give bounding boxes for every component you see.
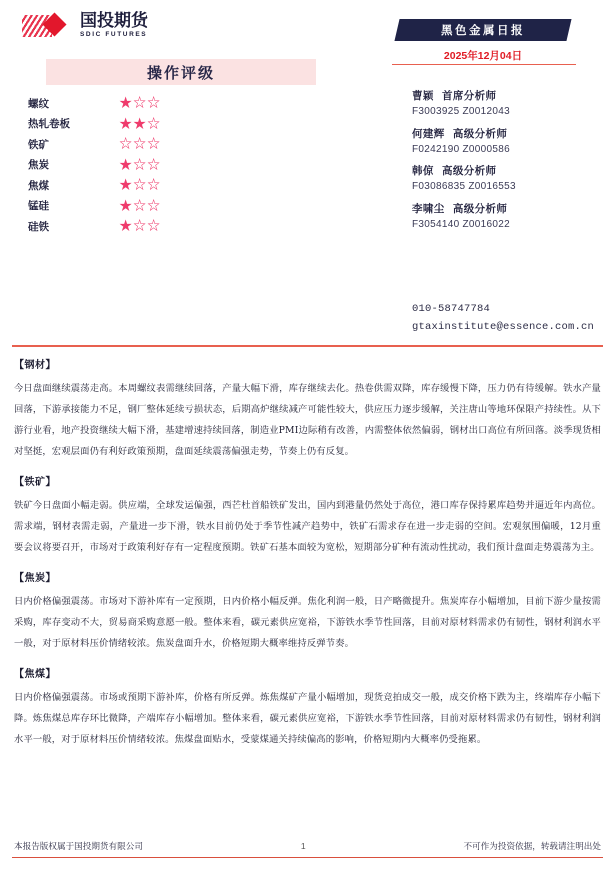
sdic-diamond-logo-icon [22, 14, 74, 38]
section-title: 【铁矿】 [14, 477, 56, 488]
analyst-title: 高级分析师 [441, 165, 497, 177]
analyst-license-codes: F3003925 Z0012043 [412, 106, 510, 117]
list-item [412, 201, 612, 230]
table-row [22, 175, 202, 196]
star-rating-glyphs: ☆☆☆ [119, 136, 162, 152]
section-title: 【焦煤】 [14, 669, 56, 680]
report-date: 2025年12月04日 [443, 50, 523, 62]
analyst-title: 高级分析师 [452, 127, 508, 140]
analyst-list [412, 88, 612, 238]
report-title-banner [394, 19, 571, 41]
list-item [412, 163, 612, 192]
star-rating-glyphs: ★☆☆ [119, 95, 162, 111]
table-row [22, 134, 202, 155]
list-item [412, 126, 612, 155]
rating-stars [105, 114, 202, 135]
section-iron-ore [14, 473, 601, 558]
logo-chinese-name: 国投期货 [80, 11, 148, 31]
page-number: 1 [300, 841, 306, 851]
section-text: 铁矿今日盘面小幅走弱。供应端，全球发运偏强，西芒杜首船铁矿发出，国内到港量仍然处于高位，港口库存保持累库趋势并逼近年内高位。需求端，钢材表需走弱，产量进一步下滑，铁水目前仍处于季节性减产趋势中，铁矿石需求存在进一步走弱的空间。宏观氛围偏暖，12月重要会议将要召开，市场对于政策利好存有一定程度预期。铁矿石基本面较为宽松，短期部分矿种有流动性扰动，我们预计盘面走势震荡为主。 [14, 500, 601, 553]
rating-product-name: 焦炭 [28, 159, 49, 172]
company-logo [22, 13, 148, 38]
date-divider [392, 64, 576, 65]
analyst-title: 高级分析师 [452, 202, 508, 215]
section-steel [14, 356, 601, 462]
rating-product-name: 硅铁 [28, 220, 49, 233]
section-coking-coal [14, 665, 601, 750]
rating-stars [105, 93, 202, 114]
analyst-license-codes: F0242190 Z0000586 [412, 143, 510, 155]
rating-table-body [22, 93, 202, 237]
rating-product-name: 锰硅 [28, 200, 49, 213]
analyst-name: 韩倞 [412, 165, 434, 177]
table-row [22, 216, 202, 237]
analyst-license-codes: F03086835 Z0016553 [412, 181, 516, 192]
rating-stars [105, 175, 202, 196]
analyst-name-title [412, 88, 612, 103]
analyst-name-title [412, 163, 612, 178]
footer-copyright: 本报告版权属于国投期货有限公司 [14, 842, 143, 852]
rating-stars [105, 216, 202, 237]
report-header [0, 0, 615, 348]
star-rating-glyphs: ★☆☆ [119, 177, 162, 193]
rating-stars [105, 155, 202, 176]
section-title: 【焦炭】 [14, 573, 56, 584]
rating-product-name: 螺纹 [28, 97, 49, 110]
contact-block [412, 303, 594, 339]
analyst-name: 曹颖 [412, 90, 434, 102]
star-rating-glyphs: ★☆☆ [119, 197, 162, 213]
section-text: 今日盘面继续震荡走高。本周螺纹表需继续回落，产量大幅下滑，库存继续去化。热卷供需双降，库存缓慢下降，压力仍有待缓解。铁水产量回落，下游承接能力不足，钢厂整体延续亏损状态，后期高炉继续减产可能性较大，供应压力逐步缓解，关注唐山等地环保限产持续性。从下游行业看，地产投资继续大幅下滑，基建增速持续回落，制造业PMI边际稍有改善，内需整体依然偏弱，钢材出口高位有所回落。淡季现货相对坚挺，宏观层面仍有利好政策预期，盘面延续震荡偏强走势，节奏上仍有反复。 [14, 383, 601, 457]
section-title: 【钢材】 [14, 360, 56, 371]
section-text: 日内价格偏强震荡。市场或预期下游补库，价格有所反弹。炼焦煤矿产量小幅增加，现货竞拍成交一般，成交价格下跌为主，终端库存小幅下降。炼焦煤总库存环比微降，产端库存小幅增加。整体来看，碳元素供应宽裕，下游铁水季节性回落，目前对原材料需求仍有韧性，钢材利润水平一般，对于原材料压价情绪较浓。焦煤盘面贴水，受蒙煤通关持续偏高的影响，价格短期内大概率仍受拖累。 [14, 692, 601, 745]
table-row [22, 93, 202, 114]
list-item [412, 88, 612, 117]
analyst-name-title [412, 126, 612, 141]
rating-product-name: 热轧卷板 [28, 118, 70, 131]
logo-wordmark [80, 13, 148, 38]
analyst-name: 李啸尘 [412, 202, 445, 215]
table-row [22, 114, 202, 135]
footer-disclaimer: 不可作为投资依据，转载请注明出处 [463, 842, 601, 852]
rating-stars [105, 196, 202, 217]
section-coke [14, 569, 601, 654]
footer-divider [12, 857, 603, 858]
rating-panel-title [46, 59, 316, 85]
star-rating-glyphs: ★☆☆ [119, 156, 162, 172]
rating-panel-title-text: 操作评级 [146, 63, 215, 82]
logo-english-name: SDIC FUTURES [80, 30, 148, 38]
section-text: 日内价格偏强震荡。市场对下游补库有一定预期，日内价格小幅反弹。焦化利润一般，日产略微提升。焦炭库存小幅增加，目前下游少量按需采购，库存变动不大，贸易商采购意愿一般。整体来看，碳元素供应宽裕，下游铁水季节性回落，目前对原材料需求仍有韧性，钢材利润水平一般，对于原材料压价情绪较浓。焦炭盘面升水，价格短期大概率维持反弹节奏。 [14, 596, 601, 649]
contact-email[interactable]: gtaxinstitute@essence.com.cn [412, 321, 595, 333]
rating-product-name: 焦煤 [28, 179, 49, 192]
contact-phone[interactable]: 010-58747784 [412, 303, 491, 315]
operation-rating-table [22, 93, 202, 237]
page-footer [14, 840, 601, 852]
table-row [22, 196, 202, 217]
header-divider [12, 345, 603, 347]
table-row [22, 155, 202, 176]
star-rating-glyphs: ★★☆ [119, 115, 162, 131]
report-body [14, 356, 601, 761]
report-title-text: 黑色金属日报 [441, 23, 525, 37]
analyst-title: 首席分析师 [441, 90, 497, 102]
analyst-license-codes: F3054140 Z0016022 [412, 218, 510, 230]
rating-product-name: 铁矿 [28, 138, 49, 151]
rating-stars [105, 134, 202, 155]
analyst-name: 何建辉 [412, 127, 445, 140]
star-rating-glyphs: ★☆☆ [119, 218, 162, 234]
analyst-name-title [412, 201, 612, 216]
